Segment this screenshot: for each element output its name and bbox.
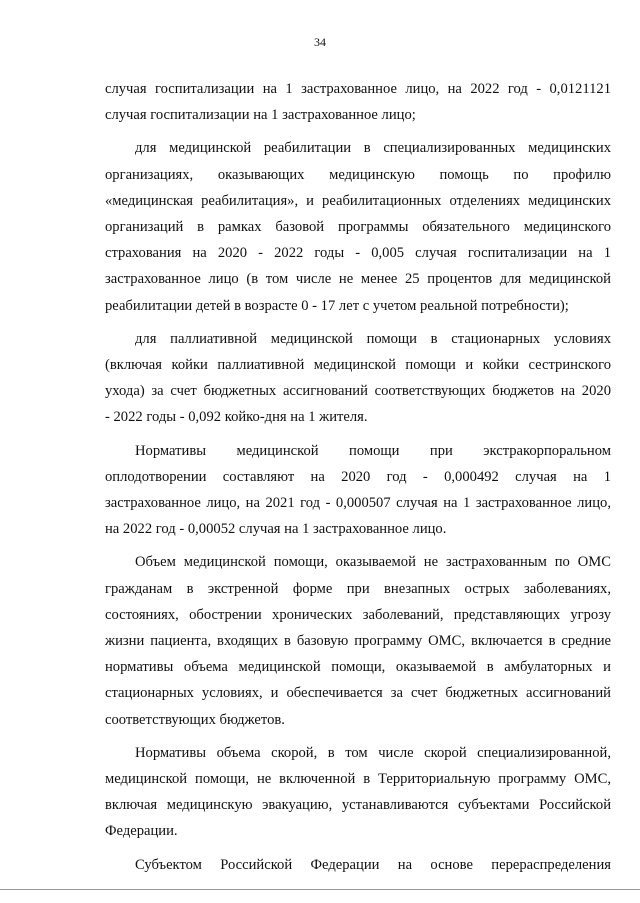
text-line: состояниях, обострении хронических заболеваний, представляющих угрозу: [105, 606, 611, 623]
text-line: - 2022 годы - 0,092 койко-дня на 1 жителя.: [105, 409, 368, 426]
paragraph: [105, 135, 611, 318]
text-line: случая госпитализации на 1 застрахованное лицо, на 2022 год - 0,0121121: [105, 81, 611, 97]
paragraph: [105, 740, 611, 845]
text-line: на 2022 год - 0,00052 случая на 1 застрахованное лицо.: [105, 521, 447, 538]
text-line: нормативы объема медицинской помощи, оказываемой в амбулаторных и: [105, 659, 611, 676]
paragraph: [105, 852, 611, 878]
text-line: стационарных условиях, и обеспечивается за счет бюджетных ассигнований: [105, 685, 611, 702]
text-line: застрахованное лицо (в том числе не менее 25 процентов для медицинской: [105, 271, 611, 288]
text-line: медицинской помощи, не включенной в Территориальную программу ОМС,: [105, 771, 611, 788]
text-line: Объем медицинской помощи, оказываемой не застрахованным по ОМС: [135, 554, 611, 571]
paragraph: [105, 438, 611, 543]
text-line: жизни пациента, входящих в базовую программу ОМС, включается в средние: [105, 633, 611, 650]
text-line: соответствующих бюджетов.: [105, 711, 285, 728]
text-line: включая медицинскую эвакуацию, устанавливаются субъектами Российской: [105, 797, 611, 814]
text-line: «медицинская реабилитация», и реабилитационных отделениях медицинских: [105, 192, 611, 209]
text-line: страхования на 2020 - 2022 годы - 0,005 случая госпитализации на 1: [105, 245, 611, 262]
page-number: 34: [314, 35, 326, 49]
text-line: оплодотворении составляют на 2020 год - 0,000492 случая на 1: [105, 468, 611, 485]
text-line: для паллиативной медицинской помощи в стационарных условиях: [135, 330, 611, 347]
page-bottom-edge: [0, 889, 640, 890]
text-line: организаций в рамках базовой программы обязательного медицинского: [105, 219, 611, 236]
text-line: реабилитации детей в возрасте 0 - 17 лет с учетом реальной потребности);: [105, 297, 569, 314]
text-line: застрахованное лицо, на 2021 год - 0,000507 случая на 1 застрахованное лицо,: [105, 495, 611, 512]
text-line: Федерации.: [105, 823, 178, 840]
text-line: Нормативы объема скорой, в том числе скорой специализированной,: [135, 744, 611, 761]
paragraph: [105, 549, 611, 732]
text-line: Нормативы медицинской помощи при экстракорпоральном: [135, 442, 611, 459]
text-line: случая госпитализации на 1 застрахованное лицо;: [105, 107, 416, 124]
document-body: [105, 76, 611, 878]
paragraph: [105, 76, 611, 128]
text-line: (включая койки паллиативной медицинской помощи и койки сестринского: [105, 357, 611, 374]
text-line: гражданам в экстренной форме при внезапных острых заболеваниях,: [105, 580, 611, 597]
text-line: для медицинской реабилитации в специализированных медицинских: [135, 140, 611, 157]
paragraph: [105, 326, 611, 431]
text-line: организациях, оказывающих медицинскую помощь по профилю: [105, 166, 611, 183]
text-line: ухода) за счет бюджетных ассигнований соответствующих бюджетов на 2020: [105, 383, 611, 400]
text-line: Субъектом Российской Федерации на основе перераспределения: [135, 856, 611, 873]
